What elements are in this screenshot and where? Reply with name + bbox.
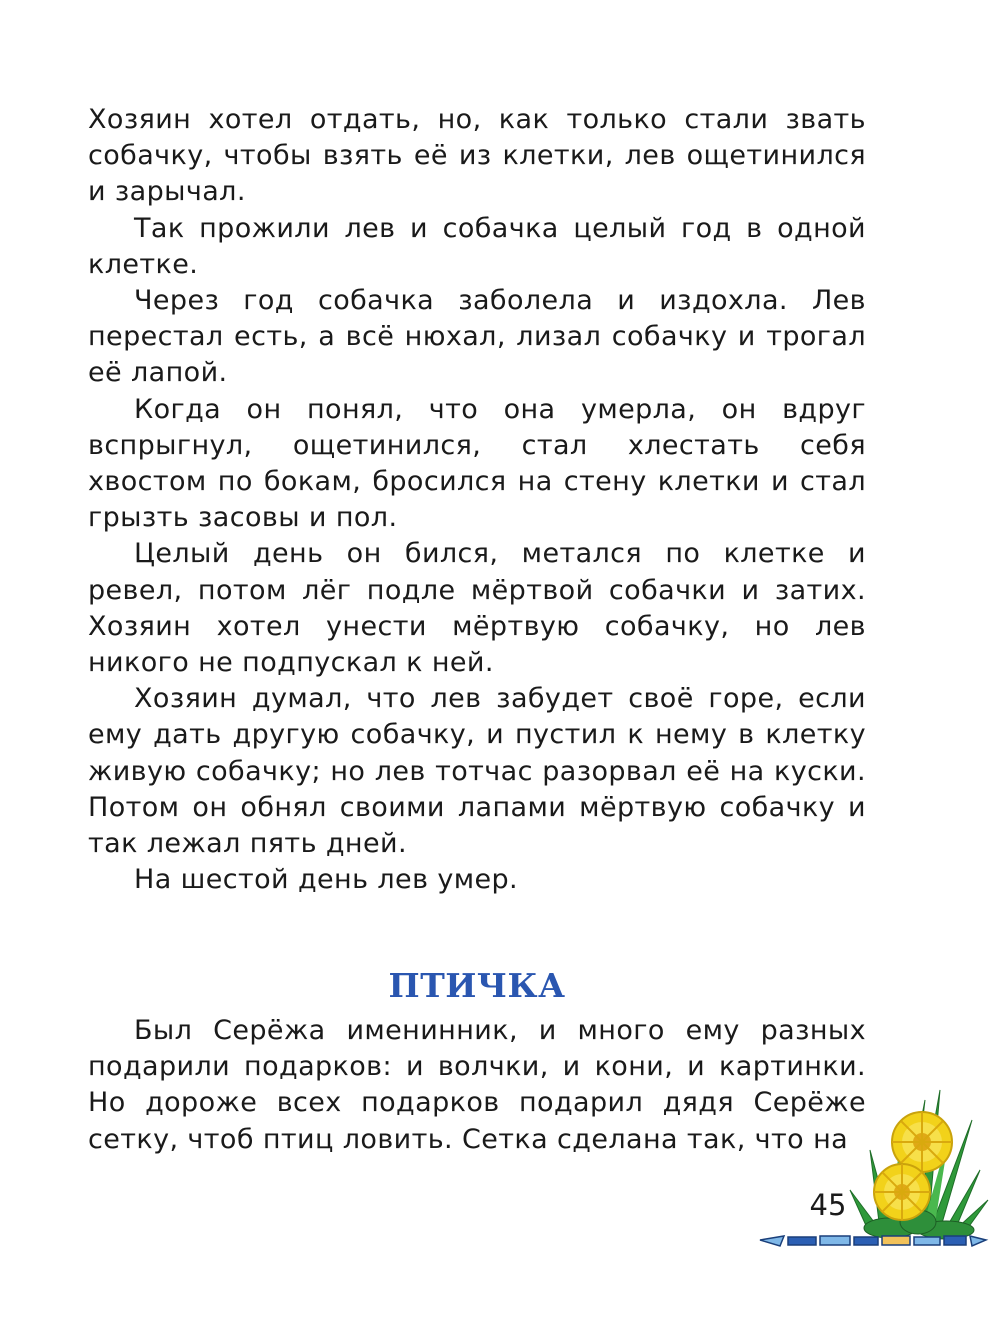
paragraph: На шестой день лев умер. [134,864,519,896]
paragraph: Целый день он бился, метался по клетке и ревел, потом лёг подле мёртвой собачки и затих. Хозяин хотел унести мёртвую собачку, но лев никого не подпускал к ней. [88,538,866,679]
paragraph: Так прожили лев и собачка целый год в одной клетке. [88,212,866,280]
story-text-lion [88,102,866,898]
paragraph: Когда он понял, что она умерла, он вдруг вспрыгнул, ощетинился, стал хлестать себя хвостом по бокам, бросился на стену клетки и стал грызть засовы и пол. [88,393,866,534]
paragraph: Был Серёжа именинник, и много ему разных подарили подарков: и волчки, и кони, и картинки. Но дороже всех подарков подарил дядя Серёже сетку, чтоб птиц ловить. Сетка сделана так, что на [88,1015,866,1155]
paragraph: Хозяин хотел отдать, но, как только стали звать собачку, чтобы взять её из клетки, лев ощетинился и зарычал. [88,104,866,208]
paragraph: Через год собачка заболела и издохла. Лев перестал есть, а всё нюхал, лизал собачку и трогал её лапой. [88,285,866,389]
story-title: ПТИЧКА [388,966,566,1005]
page-number: 45 [809,1188,847,1222]
dandelion-flowers-icon [750,1080,990,1260]
paragraph: Хозяин думал, что лев забудет своё горе, если ему дать другую собачку, и пустил к нему в клетку живую собачку; но лев тотчас разорвал её на куски. Потом он обнял своими лапами мёртвую собачку и так лежал пять дней. [88,683,866,860]
